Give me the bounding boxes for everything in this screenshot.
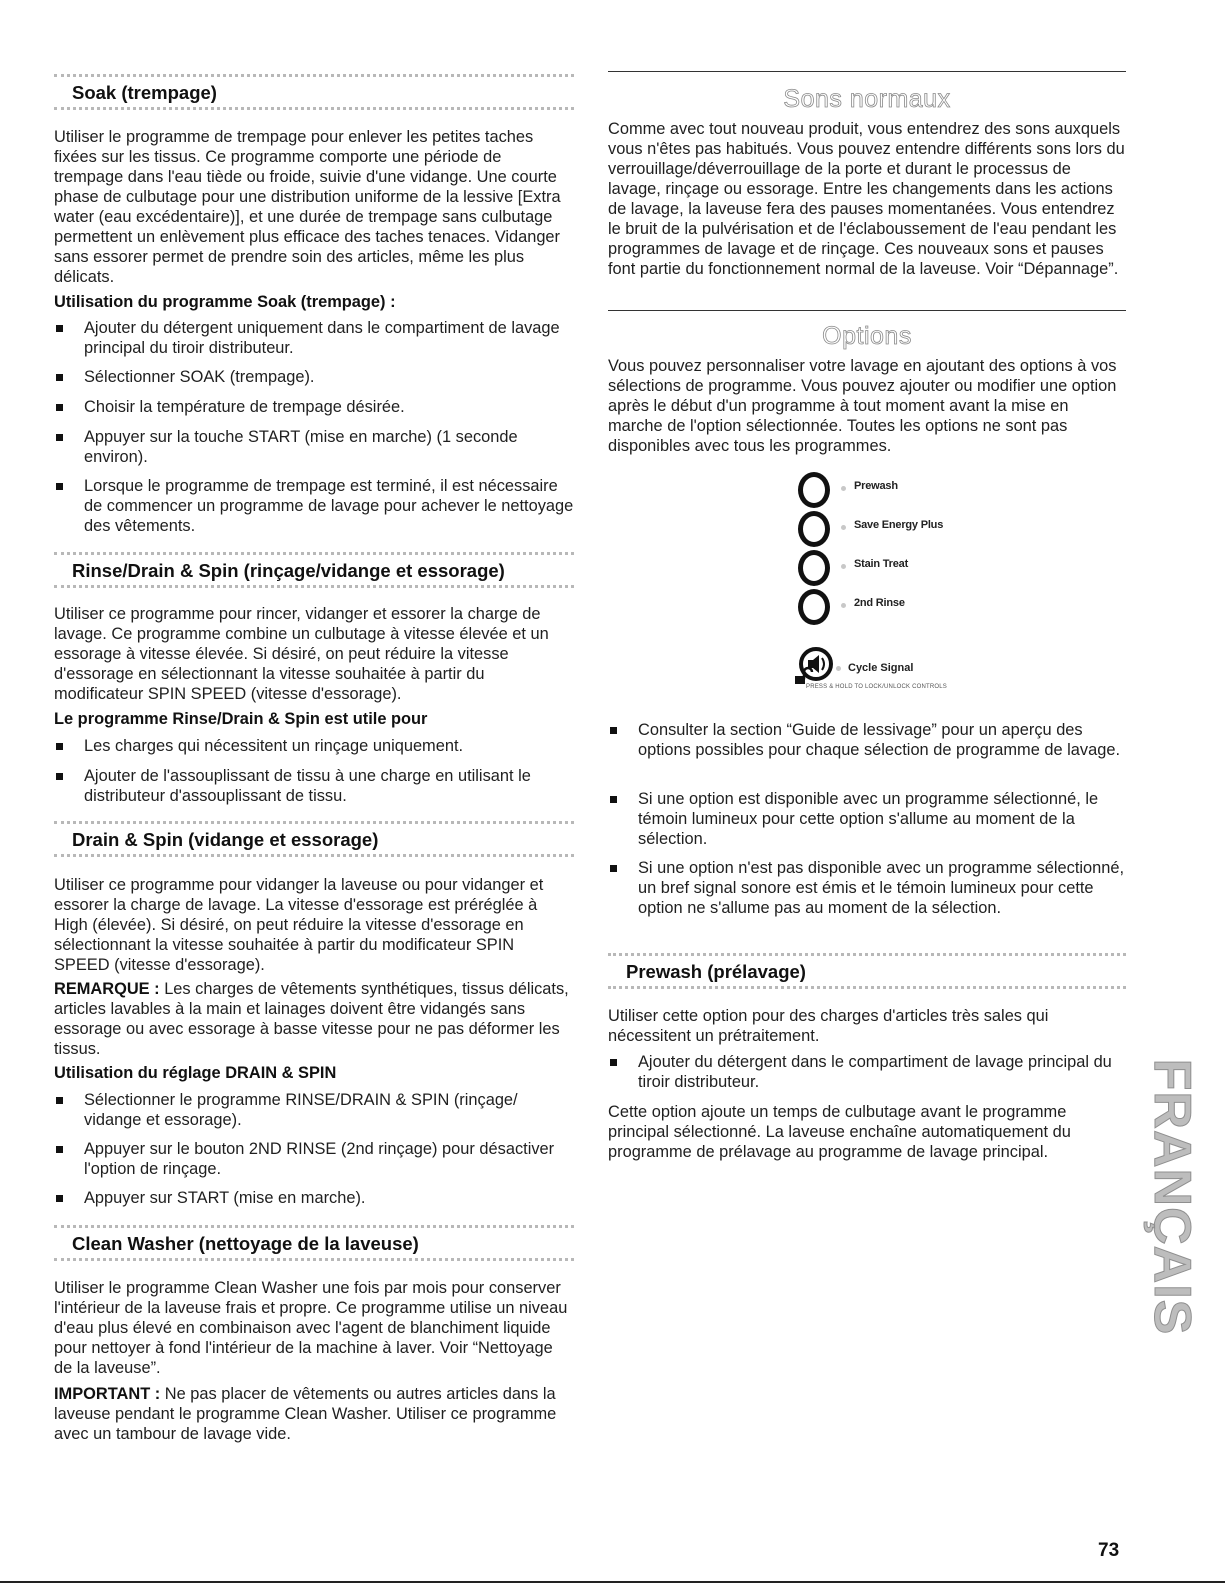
indicator-light-icon [841,603,846,608]
prewash-outro: Cette option ajoute un temps de culbutage avant le programme principal sélectionné. La laveuse enchaîne automatiquement du programme de prélavage au programme de lavage principal. [608,1103,1071,1161]
bullet-square-icon [56,773,63,780]
soak-subheading: Utilisation du programme Soak (trempage) : [54,293,396,311]
clean-heading: Clean Washer (nettoyage de la laveuse) [72,1233,419,1254]
prewash-section-heading [608,953,1126,989]
indicator-light-icon [841,525,846,530]
rinse-heading: Rinse/Drain & Spin (rinçage/vidange et essorage) [72,560,505,581]
rinse-bullet: Ajouter de l'assouplissant de tissu à une charge en utilisant le distributeur d'assouplissant de tissu. [54,766,574,806]
soak-bullet: Choisir la température de trempage désirée. [54,397,574,417]
prewash-bullet: Ajouter du détergent dans le compartiment de lavage principal du tiroir distributeur. [608,1052,1126,1092]
soak-bullet: Appuyer sur la touche START (mise en marche) (1 seconde environ). [54,427,574,467]
bullet-square-icon [56,374,63,381]
bullet-square-icon [56,404,63,411]
drain-section-heading [54,821,574,857]
option-ring-icon [798,511,830,547]
bullet-square-icon [610,1059,617,1066]
rinse-intro: Utiliser ce programme pour rincer, vidanger et essorer la charge de lavage. Ce programme combine un culbutage à vitesse élevée et un essorage à vitesse élevée. Si désiré, on peut réduire la vitesse d'essorage en sélectionnant la vitesse souhaitée à partir du modificateur SPIN SPEED (vitesse d'essorage). [54,605,549,703]
options-bullet: Si une option n'est pas disponible avec un programme sélectionné, un bref signal sonore est émis et le témoin lumineux pour cette option ne s'allume pas au moment de la sélection. [608,858,1126,918]
drain-heading: Drain & Spin (vidange et essorage) [72,829,379,850]
drain-note [54,979,574,1059]
soak-intro: Utiliser le programme de trempage pour enlever les petites taches fixées sur les tissus. Ce programme comporte une période de trempage dans l'eau tiède ou froide, suivie d'une vidange. Une courte phase de culbutage pour une distribution uniforme de la lessive [Extra water (eau excédentaire)], et une durée de trempage sans culbutage permettent un enlèvement plus efficace des taches tenaces. Vidanger sans essorer permet de prendre soin des articles, même les plus délicats. [54,128,561,286]
rinse-section-heading [54,552,574,588]
clean-important-text: Ne pas placer de vêtements ou autres articles dans la laveuse pendant le programme Clean Washer. Utiliser ce programme avec un tambour de lavage vide. [54,1385,557,1443]
speaker-lock-icon [794,644,834,686]
indicator-light-icon [841,486,846,491]
bullet-square-icon [610,865,617,872]
clean-important [54,1384,574,1444]
prewash-intro: Utiliser cette option pour des charges d'articles très sales qui nécessitent un prétraitement. [608,1007,1049,1045]
soak-bullet: Sélectionner SOAK (trempage). [54,367,574,387]
language-side-tab: FRANÇAIS [1143,1058,1201,1336]
rinse-subheading: Le programme Rinse/Drain & Spin est utile pour [54,710,428,728]
drain-intro: Utiliser ce programme pour vidanger la laveuse ou pour vidanger et essorer la charge de lavage. La vitesse d'essorage est préréglée à High (élevée). Si désiré, on peut réduire la vitesse d'essorage en sélectionnant la vitesse souhaitée à partir du modificateur SPIN SPEED (vitesse d'essorage). [54,876,544,974]
bullet-square-icon [56,743,63,750]
drain-note-lead: REMARQUE : [54,980,160,998]
bullet-square-icon [56,483,63,490]
rinse-bullet: Les charges qui nécessitent un rinçage uniquement. [54,736,574,756]
indicator-light-icon [836,666,841,671]
bullet-square-icon [610,727,617,734]
clean-section-heading [54,1225,574,1261]
bullet-square-icon [56,434,63,441]
options-bullet: Si une option est disponible avec un programme sélectionné, le témoin lumineux pour cette option s'allume au moment de la sélection. [608,789,1126,849]
page-number: 73 [1098,1540,1120,1561]
options-title: Options [822,322,912,350]
drain-bullet: Appuyer sur le bouton 2ND RINSE (2nd rinçage) pour désactiver l'option de rinçage. [54,1139,574,1179]
soak-bullet: Ajouter du détergent uniquement dans le compartiment de lavage principal du tiroir distributeur. [54,318,574,358]
drain-bullet: Sélectionner le programme RINSE/DRAIN & SPIN (rinçage/ vidange et essorage). [54,1090,574,1130]
drain-bullet: Appuyer sur START (mise en marche). [54,1188,574,1208]
clean-intro: Utiliser le programme Clean Washer une fois par mois pour conserver l'intérieur de la laveuse frais et propre. Ce programme utilise un niveau d'eau plus élevé en combinaison avec l'agent de blanchiment liquide pour nettoyer à fond l'intérieur de la machine à laver. Voir “Nettoyage de la laveuse”. [54,1279,568,1377]
top-rule [608,71,1126,72]
soak-heading: Soak (trempage) [72,82,217,103]
drain-subheading: Utilisation du réglage DRAIN & SPIN [54,1064,337,1082]
clean-important-lead: IMPORTANT : [54,1385,161,1403]
indicator-light-icon [841,564,846,569]
bullet-square-icon [56,1097,63,1104]
bullet-square-icon [56,1146,63,1153]
option-ring-icon [798,589,830,625]
bottom-rule [0,1581,1225,1583]
bullet-square-icon [56,325,63,332]
soak-bullet: Lorsque le programme de trempage est terminé, il est nécessaire de commencer un programme de lavage pour achever le nettoyage des vêtements. [54,476,574,536]
options-text: Vous pouvez personnaliser votre lavage en ajoutant des options à vos sélections de programme. Vous pouvez ajouter ou modifier une option après le début d'un programme à tout moment avant la mise en marche de l'option sélectionnée. Toutes les options ne sont pas disponibles avec tous les programmes. [608,357,1117,455]
drain-note-text: Les charges de vêtements synthétiques, tissus délicats, articles lavables à la main et lainages doivent être vidangés sans essorage ou avec essorage à basse vitesse pour ne pas déformer les tissus. [54,980,569,1058]
bullet-square-icon [56,1195,63,1202]
bullet-square-icon [610,796,617,803]
option-ring-icon [798,472,830,508]
sons-text: Comme avec tout nouveau produit, vous entendrez des sons auxquels vous n'êtes pas habitués. Vous pouvez entendre différents sons lors du verrouillage/déverrouillage de la porte et durant le processus de lavage, rinçage ou essorage. Entre les changements dans les actions de lavage, la laveuse fera des pauses momentanées. Vous entendrez le bruit de la pulvérisation et de l'éclaboussement de l'eau pendant les programmes de lavage et de rinçage. Ces nouveaux sons et pauses font partie du fonctionnement normal de la laveuse. Voir “Dépannage”. [608,120,1125,278]
sons-title: Sons normaux [783,85,951,113]
cycle-signal-button: Cycle Signal PRESS & HOLD TO LOCK/UNLOCK CONTROLS [794,644,934,694]
options-rule [608,310,1126,311]
prewash-heading: Prewash (prélavage) [626,961,806,982]
option-ring-icon [798,550,830,586]
soak-section-heading [54,74,574,110]
options-bullet: Consulter la section “Guide de lessivage” pour un aperçu des options possibles pour chaque sélection de programme de lavage. [608,720,1126,760]
